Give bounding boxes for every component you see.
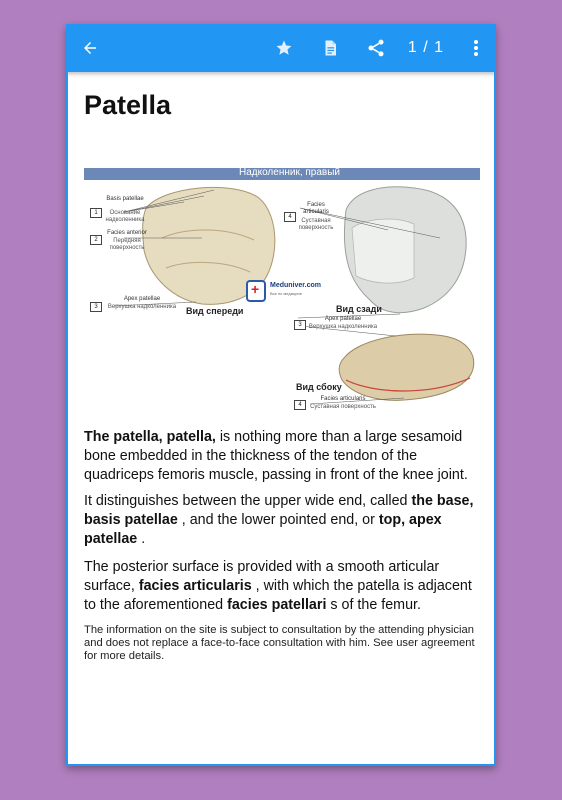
paragraph-text: is nothing more than a large sesamoid bone embedded in the thickness of the tendon of the quadriceps femoris muscle, passing in front of the knee joint. (84, 429, 468, 483)
paragraph-ends (84, 492, 476, 549)
bold-term: facies patellari (227, 597, 327, 613)
side-view-caption: Вид сбоку (296, 382, 342, 392)
label-russian: Верхушка надколенника (308, 324, 378, 330)
back-view-caption: Вид сзади (336, 304, 382, 314)
label-russian: Верхушка надколенника (107, 304, 177, 310)
label-latin: Facies articularis (303, 202, 329, 215)
patella-illustration (84, 168, 480, 414)
paragraph-posterior-surface (84, 558, 476, 615)
front-view-caption: Вид спереди (186, 306, 244, 316)
app-window (66, 24, 496, 766)
paragraph-text: It distinguishes between the upper wide end, called (84, 493, 412, 509)
star-icon (275, 39, 293, 57)
paragraph-definition (84, 428, 476, 485)
label-russian: Передняя поверхность (109, 238, 145, 251)
label-number: 3 (294, 320, 306, 330)
label-number: 3 (90, 302, 102, 312)
document-button[interactable] (316, 24, 344, 72)
figure-header: Надколенник, правый (238, 167, 340, 178)
meduniver-logo (246, 280, 330, 302)
paragraph-text: . (137, 531, 146, 547)
bold-term: facies articularis (138, 578, 252, 594)
bold-term: the base, basis patellae (84, 493, 474, 528)
label-number: 4 (284, 212, 296, 222)
document-icon (321, 38, 339, 58)
label-number: 4 (294, 400, 306, 410)
share-button[interactable] (362, 24, 390, 72)
logo-name: Meduniver.com (270, 282, 321, 289)
article-content (66, 72, 496, 766)
disclaimer: The information on the site is subject to consultation by the attending physician and does not replace a face-to-face consultation with him. See user agreement for more details. (84, 624, 475, 662)
paragraph-text: , and the lower pointed end, or (177, 512, 379, 528)
label-russian: Суставная поверхность (298, 218, 334, 231)
favorite-button[interactable] (270, 24, 298, 72)
arrow-left-icon (81, 39, 99, 57)
paragraph-text: s of the femur. (326, 597, 421, 613)
label-russian: Основание надколенника (105, 210, 145, 223)
label-latin: Basis patellae (106, 196, 144, 202)
more-options-button[interactable] (466, 24, 486, 72)
paragraph-text: , with which the patella is adjacent to the aforementioned (84, 578, 472, 613)
label-latin: Facies anterior (107, 230, 147, 236)
page-title: Patella (84, 90, 172, 120)
app-bar (66, 24, 496, 72)
paragraph-text: The posterior surface is provided with a smooth articular surface, (84, 559, 440, 594)
share-icon (366, 38, 386, 58)
medical-cross-icon (246, 280, 266, 302)
label-number: 1 (90, 208, 102, 218)
label-latin: Apex patellae (123, 296, 161, 302)
label-latin: Facies articularis (320, 396, 366, 402)
back-button[interactable] (76, 24, 104, 72)
label-russian: Суставная поверхность (310, 404, 376, 410)
label-latin: Apex patellae (324, 316, 362, 322)
bold-term: The patella, patella, (84, 429, 216, 445)
logo-tagline: Все по медицине (270, 291, 302, 296)
bold-term: top, apex patellae (84, 512, 442, 547)
more-vert-icon (473, 39, 479, 57)
page-counter: 1 / 1 (407, 39, 445, 56)
label-number: 2 (90, 235, 102, 245)
